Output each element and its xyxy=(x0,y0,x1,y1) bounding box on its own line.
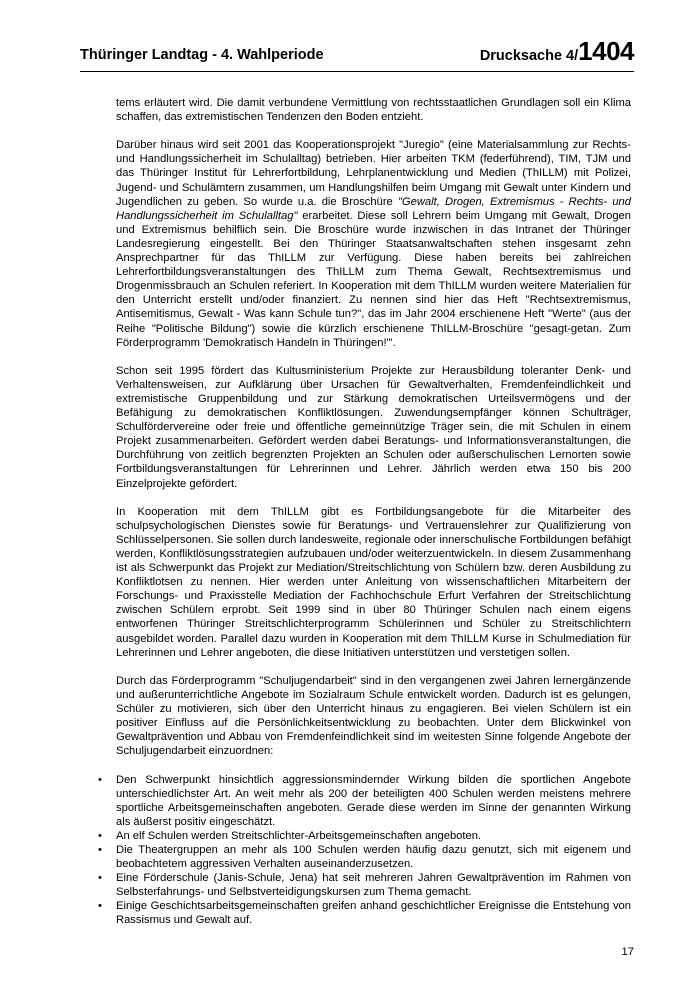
bullet-glyph: • xyxy=(98,829,102,842)
bullet-glyph: • xyxy=(98,773,102,786)
drucksache-number: 1404 xyxy=(578,36,634,66)
brochure-title: "Gewalt, Drogen, Extremismus - Rechts- und Handlungssicherheit im Schulalltag" xyxy=(116,195,631,222)
bullet-glyph: • xyxy=(98,843,102,856)
bullet-list xyxy=(98,773,631,928)
paragraph: Durch das Förderprogramm "Schuljugendarbeit" sind in den vergangenen zwei Jahren lernergänzende und außerunterrichtliche Angebote im Sozialraum Schule entwickelt worden. Dadurch ist es gelungen, Schüler zu motivieren, sich über den Unterricht hinaus zu engagieren. Bei vielen Schülern ist ein positiver Einfluss auf die Persönlichkeitsentwicklung zu beobachten. Unter dem Blickwinkel von Gewaltprävention und Abbau von Fremdenfeindlichkeit sind im weitesten Sinne folgende Angebote der Schuljugendarbeit einzuordnen: xyxy=(116,674,631,758)
paragraph xyxy=(116,138,631,349)
paragraph-text: erarbeitet. Diese soll Lehrern beim Umgang mit Gewalt, Drogen und Extremismus behilflich sein. Die Broschüre wurde inzwischen in das Intranet der Thüringer Landesregierung eingestellt. Bei den Thüringer Staatsanwaltschaften stehen insgesamt zehn Ansprechpartner für das ThILLM zur Verfügung. Diese haben bereits bei zahlreichen Lehrerfortbildungsveranstaltungen des ThILLM zum Thema Gewalt, Rechtsextremismus und Drogenmissbrauch an Schulen referiert. In Kooperation mit dem ThILLM wurden weitere Materialien für den Unterricht erstellt und/oder finanziert. Zu nennen sind hier das Heft "Rechtsextremismus, Antisemitismus, Gewalt - Was kann Schule tun?", das im Jahr 2004 erschienene Heft "Werte" (aus der Reihe "Politische Bildung") sowie die kürzlich erschienene ThILLM-Broschüre "gesagt-getan. Zum Förderprogramm 'Demokratisch Handeln in Thüringen!'". xyxy=(116,209,631,349)
list-item-text: Eine Förderschule (Janis-Schule, Jena) hat seit mehreren Jahren Gewaltprävention im Rahmen von Selbsterfahrungs- und Selbstverteidigungskursen zum Thema gemacht. xyxy=(116,872,631,899)
list-item-text: Einige Geschichtsarbeitsgemeinschaften greifen anhand geschichtlicher Ereignisse die Entstehung von Rassismus und Gewalt auf. xyxy=(116,900,631,927)
list-item xyxy=(98,871,631,899)
page-header xyxy=(80,32,634,72)
page-number: 17 xyxy=(621,946,634,958)
paragraph: In Kooperation mit dem ThILLM gibt es Fortbildungsangebote für die Mitarbeiter des schulpsychologischen Dienstes sowie für Beratungs- und Vertrauenslehrer zur Qualifizierung von Schlüsselpersonen. Sie sollen durch landesweite, regionale oder innerschulische Fortbildungen befähigt werden, Konfliktlösungsstrategien aufzubauen und/oder weiterzuentwickeln. In diesem Zusammenhang ist als Schwerpunkt das Projekt zur Mediation/Streitschlichtung von Schülern bzw. deren Ausbildung zu Konfliktlotsen zu nennen. Hier werden unter Anleitung von wissenschaftlichen Mitarbeitern der Forschungs- und Praxisstelle Mediation der Fachhochschule Erfurt Verfahren der Streitschlichtung zwischen Schülern erprobt. Seit 1999 sind in über 80 Thüringer Schulen nach einem eigens entworfenen Thüringer Streitschlichterprogramm Schülerinnen und Schüler zu Streitschlichtern ausgebildet worden. Parallel dazu wurden in Kooperation mit dem ThILLM Kurse in Schulmediation für Lehrerinnen und Lehrer angeboten, die diese Initiativen unterstützen und verstetigen sollen. xyxy=(116,505,631,659)
list-item xyxy=(98,899,631,927)
list-item xyxy=(98,773,631,829)
document-body xyxy=(98,96,631,928)
header-title: Thüringer Landtag - 4. Wahlperiode xyxy=(80,47,324,63)
list-item-text: Die Theatergruppen an mehr als 100 Schulen werden häufig dazu genutzt, sich mit eigenem und beobachtetem aggressiven Verhalten auseinanderzusetzen. xyxy=(116,843,631,871)
header-rule xyxy=(80,71,634,72)
drucksache-label xyxy=(480,36,634,67)
paragraph-text: Darüber hinaus wird seit 2001 das Kooperationsprojekt "Juregio" (eine Materialsammlung zur Rechts- und Handlungssicherheit im Schulalltag) betrieben. Hier arbeiten TKM (federführend), TIM, TJM und das Thüringer Institut für Lehrerfortbildung, Lehrplanentwicklung und Medien (ThILLM) mit Polizei, Jugend- und Schulämtern zusammen, um Handlungshilfen beim Umgang mit Gewalt unter Kindern und Jugendlichen zu geben. So wurde u.a. die Broschüre xyxy=(116,139,631,208)
list-item-text: An elf Schulen werden Streitschlichter-Arbeitsgemeinschaften angeboten. xyxy=(116,829,482,842)
paragraph: Schon seit 1995 fördert das Kultusministerium Projekte zur Herausbildung toleranter Denk- und Verhaltensweisen, zur Aufklärung über Ursachen für Gewaltverhalten, Fremdenfeindlichkeit und extremistische Gruppenbildung und zur Stärkung demokratischen Urteilsvermögens und der Befähigung zu demokratischen Konfliktlösungen. Zuwendungsempfänger können Schulträger, Schulfördervereine oder freie und öffentliche gemeinnützige Träger sein, die mit Schulen in einem Projekt zusammenarbeiten. Gefördert werden dabei Beratungs- und Informationsveranstaltungen, die Durchführung von zeitlich begrenzten Projekten an Schulen oder außerschulischen Lernorten sowie Fortbildungsveranstaltungen für Lehrerinnen und Lehrer. Jährlich werden etwa 150 bis 200 Einzelprojekte gefördert. xyxy=(116,364,631,490)
list-item-text: Den Schwerpunkt hinsichtlich aggressionsmindernder Wirkung bilden die sportlichen Angebote unterschiedlichster Art. An weit mehr als 200 der beteiligten 400 Schulen werden meistens mehrere sportliche Arbeitsgemeinschaften angeboten. Gerade diese werden im Sinne der genannten Wirkung als äußerst positiv eingeschätzt. xyxy=(116,773,631,828)
bullet-glyph: • xyxy=(98,872,102,885)
list-item xyxy=(98,829,631,843)
drucksache-prefix: Drucksache 4/ xyxy=(479,48,579,64)
bullet-glyph: • xyxy=(98,900,102,913)
list-item xyxy=(98,843,631,871)
paragraph: tems erläutert wird. Die damit verbundene Vermittlung von rechtsstaatlichen Grundlagen soll ein Klima schaffen, das extremistischen Tendenzen den Boden entzieht. xyxy=(116,97,631,124)
